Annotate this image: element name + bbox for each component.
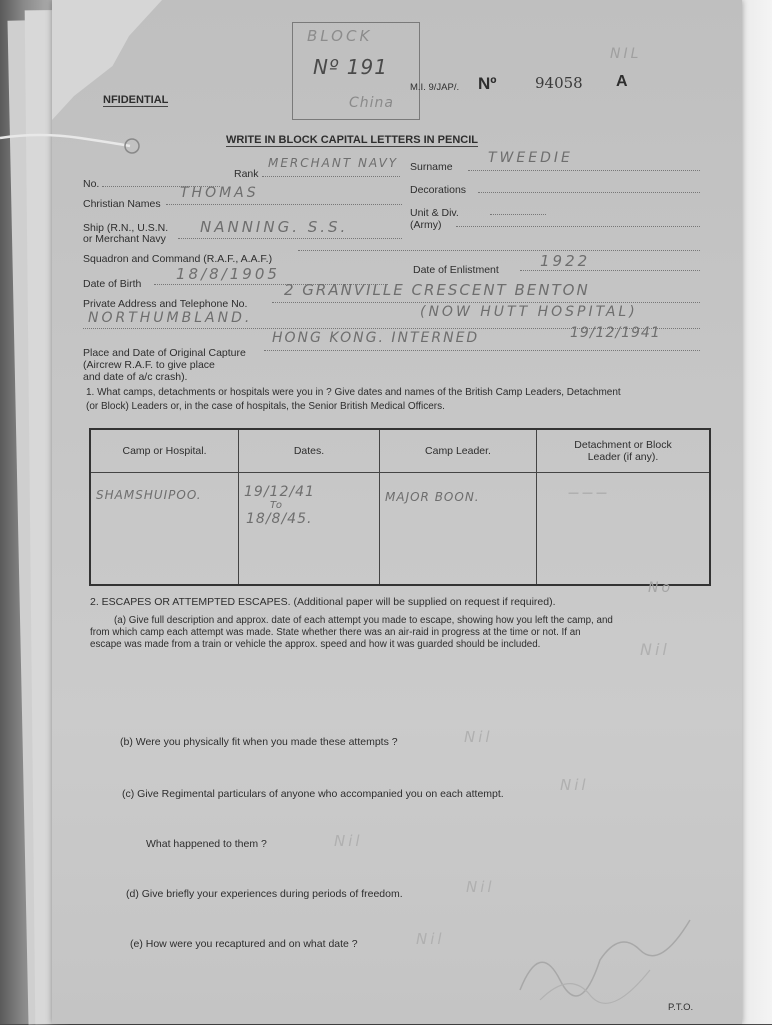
- date-to: 18/8/45.: [246, 511, 313, 527]
- squadron-label: Squadron and Command (R.A.F., A.A.F.): [83, 253, 273, 265]
- address-value-1: 2 GRANVILLE CRESCENT BENTON: [284, 281, 590, 299]
- squadron-line: [298, 250, 700, 251]
- capture-value: HONG KONG. INTERNED: [272, 330, 480, 346]
- ship-label-2: or Merchant Navy: [83, 233, 166, 245]
- question-2a-line-2: from which camp each attempt was made. State whether there was an air-raid in progress at the time or not. If an: [90, 627, 581, 638]
- confidential-label: NFIDENTIAL: [103, 94, 169, 106]
- question-2a-line-3: escape was made from a train or vehicle the approx. speed and how it was guarded should be included.: [90, 639, 541, 650]
- block-stamp: [292, 22, 420, 120]
- unit-label-2: (Army): [410, 219, 442, 231]
- question-2c: (c) Give Regimental particulars of anyone who accompanied you on each attempt.: [122, 788, 504, 800]
- enlistment-label: Date of Enlistment: [413, 264, 499, 276]
- cell-detachment: [537, 473, 711, 586]
- rank-value: MERCHANT NAVY: [268, 156, 399, 170]
- answer-2d: Nil: [466, 878, 495, 896]
- ship-value: NANNING. S.S.: [200, 218, 349, 236]
- question-2c-followup: What happened to them ?: [146, 838, 267, 850]
- header-camp-leader: Camp Leader.: [380, 429, 537, 473]
- question-2e: (e) How were you recaptured and on what date ?: [130, 938, 358, 950]
- answer-2a: Nil: [640, 640, 670, 659]
- date-to-word: To: [270, 500, 283, 511]
- string-tie-icon: [0, 128, 150, 158]
- decorations-line: [478, 192, 700, 193]
- table-row: [90, 473, 710, 586]
- answer-2c: Nil: [560, 776, 589, 794]
- leader-value: MAJOR BOON.: [385, 490, 480, 504]
- camp-value: SHAMSHUIPOO.: [96, 488, 202, 502]
- instruction-heading: WRITE IN BLOCK CAPITAL LETTERS IN PENCIL: [226, 134, 478, 146]
- answer-2e: Nil: [416, 930, 445, 948]
- ship-line: [178, 238, 402, 239]
- decorations-label: Decorations: [410, 184, 467, 196]
- pto-label: P.T.O.: [668, 1002, 694, 1013]
- form-suffix: A: [616, 73, 628, 90]
- nil-mark: NIL: [610, 46, 642, 62]
- dob-label: Date of Birth: [83, 278, 142, 290]
- address-value-3: (NOW HUTT HOSPITAL): [420, 304, 638, 320]
- unit-line: [490, 214, 546, 215]
- surname-label: Surname: [410, 161, 453, 173]
- capture-label-3: and date of a/c crash).: [83, 371, 188, 383]
- rank-line: [262, 176, 400, 177]
- surname-value: TWEEDIE: [488, 150, 573, 166]
- form-number: 94058: [535, 74, 583, 92]
- detachment-value: ———: [568, 486, 610, 499]
- answer-2c-followup: Nil: [334, 832, 363, 850]
- dob-value: 18/8/1905: [176, 265, 280, 283]
- capture-label: Place and Date of Original Capture: [83, 347, 246, 359]
- capture-line: [264, 350, 700, 351]
- ship-label: Ship (R.N., U.S.N.: [83, 222, 169, 234]
- christian-names-label: Christian Names: [83, 198, 161, 210]
- rank-label: Rank: [234, 168, 259, 180]
- enlistment-line: [520, 270, 700, 271]
- cell-dates: [239, 473, 380, 586]
- question-2-answer: No: [648, 580, 674, 596]
- ref-label: M.I. 9/JAP/.: [410, 82, 460, 93]
- header-camp: Camp or Hospital.: [90, 429, 239, 473]
- stamp-block: BLOCK: [307, 27, 373, 45]
- stamp-number: Nº 191: [313, 55, 388, 79]
- number-label: Nº: [478, 74, 497, 93]
- question-2d: (d) Give briefly your experiences during periods of freedom.: [126, 888, 403, 900]
- army-line: [456, 226, 700, 227]
- no-label: No.: [83, 178, 100, 190]
- stamp-china: China: [349, 95, 394, 111]
- cell-camp: [90, 473, 239, 586]
- address-line-1: [272, 302, 700, 303]
- cell-leader: [380, 473, 537, 586]
- date-from: 19/12/41: [244, 484, 315, 500]
- question-2a-line-1: (a) Give full description and approx. date of each attempt you made to escape, showing how you left the camp, and: [114, 615, 613, 626]
- question-1: 1. What camps, detachments or hospitals were you in ? Give dates and names of the British Camp Leaders, Detachment: [86, 387, 621, 398]
- christian-names-line: [166, 204, 402, 205]
- address-label: Private Address and Telephone No.: [83, 298, 248, 310]
- header-detachment: Detachment or Block Leader (if any).: [537, 429, 711, 473]
- question-1-cont: (or Block) Leaders or, in the case of hospitals, the Senior British Medical Officers.: [86, 401, 445, 412]
- unit-label: Unit & Div.: [410, 207, 459, 219]
- camps-table: [89, 428, 711, 586]
- answer-2b: Nil: [464, 728, 493, 746]
- enlistment-value: 1922: [540, 252, 591, 270]
- table-header-row: [90, 429, 710, 473]
- surname-line: [468, 170, 700, 171]
- question-2b: (b) Were you physically fit when you made these attempts ?: [120, 736, 398, 748]
- capture-label-2: (Aircrew R.A.F. to give place: [83, 359, 215, 371]
- signature-scribble: [500, 900, 700, 1010]
- capture-date: 19/12/1941: [570, 325, 661, 341]
- christian-names-value: THOMAS: [180, 185, 259, 201]
- address-value-2: NORTHUMBLAND.: [88, 310, 253, 326]
- header-dates: Dates.: [239, 429, 380, 473]
- question-2-title: 2. ESCAPES OR ATTEMPTED ESCAPES. (Additional paper will be supplied on request if required).: [90, 596, 556, 608]
